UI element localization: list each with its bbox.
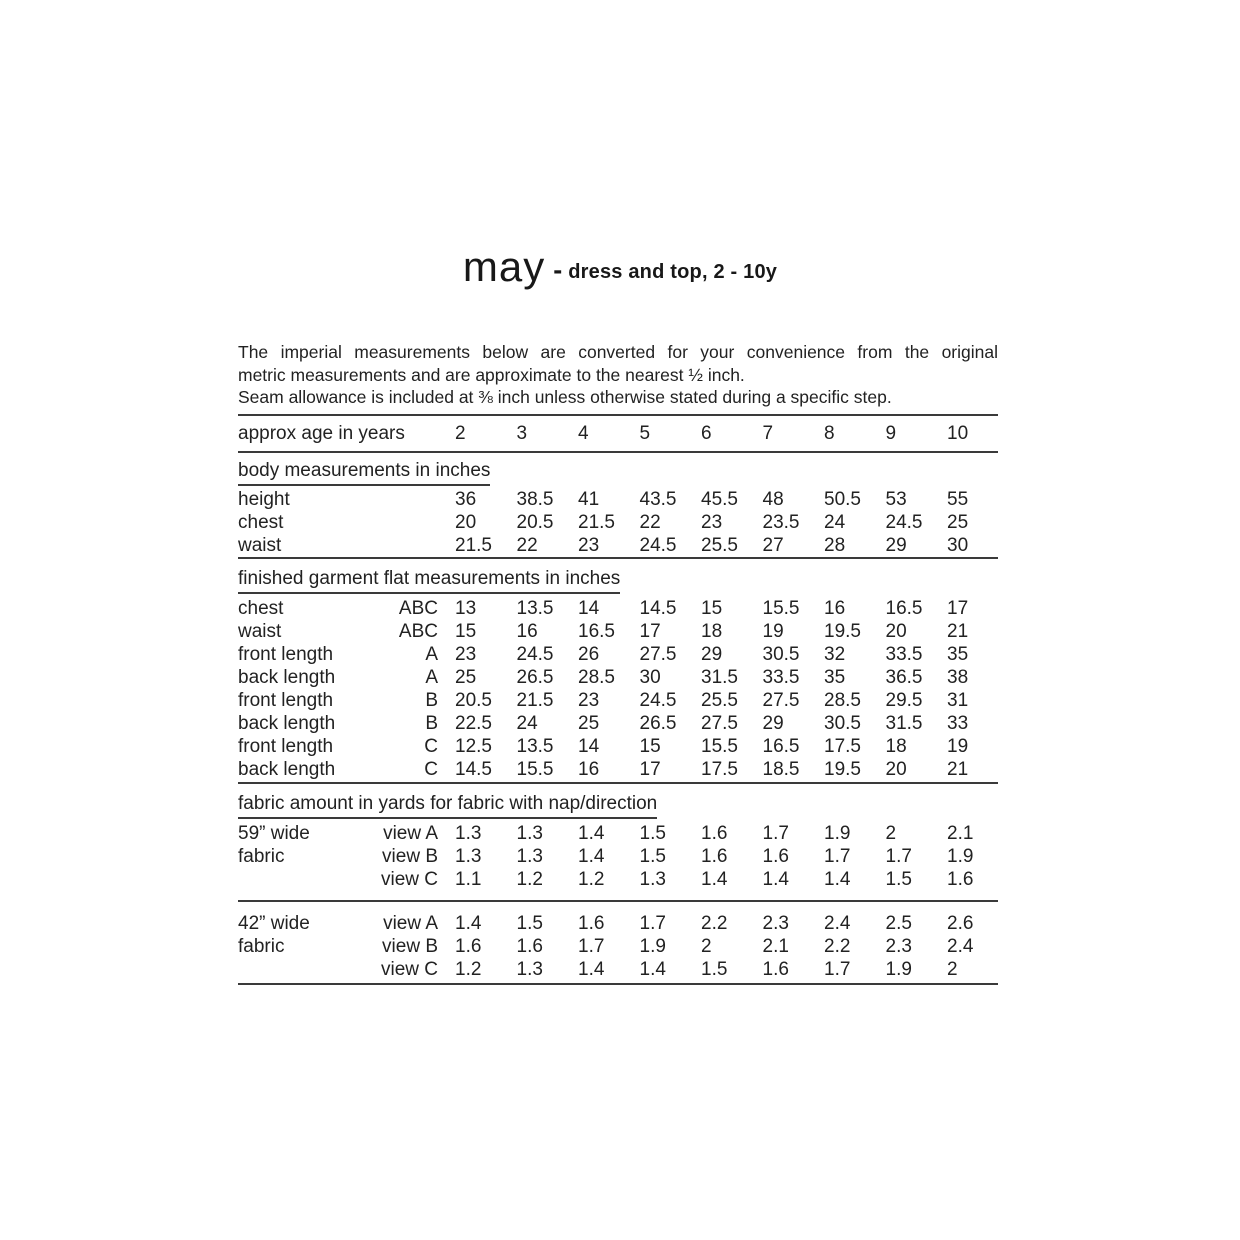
- cell-value: 15.5: [516, 758, 554, 780]
- row-variant: ABC: [398, 620, 438, 642]
- cell-value: 41: [578, 488, 600, 510]
- cell-value: 1.4: [762, 868, 789, 890]
- table-row: [238, 643, 998, 666]
- divider-between-fabric-widths: [238, 900, 998, 902]
- cell-value: 53: [885, 488, 907, 510]
- cell-value: 24.5: [639, 689, 677, 711]
- row-variant: C: [424, 758, 438, 780]
- body-measurements-heading: body measurements in inches: [238, 459, 490, 486]
- row-variant: C: [424, 735, 438, 757]
- row-variant: ABC: [398, 597, 438, 619]
- cell-value: 33.5: [885, 643, 923, 665]
- view-label: view B: [382, 845, 438, 867]
- cell-value: 1.7: [885, 845, 912, 867]
- table-row: [238, 689, 998, 712]
- cell-value: 1.2: [516, 868, 543, 890]
- row-label: back length: [238, 666, 336, 688]
- cell-value: 2: [701, 935, 712, 957]
- cell-value: 1.4: [824, 868, 851, 890]
- row-variant: B: [425, 689, 438, 711]
- age-col-7: 7: [762, 422, 774, 444]
- cell-value: 2.6: [947, 912, 974, 934]
- cell-value: 2.2: [824, 935, 851, 957]
- cell-value: 2.3: [762, 912, 789, 934]
- cell-value: 25.5: [701, 534, 738, 556]
- cell-value: 1.9: [824, 822, 851, 844]
- cell-value: 13: [455, 597, 477, 619]
- view-label: view C: [380, 868, 438, 890]
- table-row: [238, 845, 998, 868]
- row-label: chest: [238, 511, 284, 533]
- cell-value: 19: [762, 620, 784, 642]
- cell-value: 1.6: [762, 845, 789, 867]
- cell-value: 23: [578, 689, 600, 711]
- cell-value: 22.5: [455, 712, 492, 734]
- cell-value: 1.6: [947, 868, 974, 890]
- cell-value: 16.5: [885, 597, 923, 619]
- body-measurements-heading-wrap: [238, 459, 998, 486]
- cell-value: 35: [824, 666, 846, 688]
- cell-value: 1.3: [516, 845, 543, 867]
- cell-value: 16: [578, 758, 600, 780]
- cell-value: 2.1: [762, 935, 789, 957]
- cell-value: 1.9: [639, 935, 666, 957]
- cell-value: 1.5: [516, 912, 543, 934]
- divider-after-garment-measurements: [238, 782, 998, 784]
- cell-value: 25: [455, 666, 477, 688]
- cell-value: 43.5: [639, 488, 677, 510]
- cell-value: 31.5: [701, 666, 738, 688]
- cell-value: 24.5: [516, 643, 554, 665]
- cell-value: 1.3: [516, 822, 543, 844]
- cell-value: 36.5: [885, 666, 923, 688]
- cell-value: 21.5: [578, 511, 615, 533]
- cell-value: 28: [824, 534, 846, 556]
- cell-value: 2: [885, 822, 897, 844]
- cell-value: 25.5: [701, 689, 738, 711]
- cell-value: 20: [885, 620, 907, 642]
- cell-value: 13.5: [516, 735, 554, 757]
- cell-value: 1.9: [947, 845, 974, 867]
- cell-value: 30.5: [824, 712, 861, 734]
- cell-value: 24.5: [885, 511, 923, 533]
- cell-value: 1.7: [578, 935, 605, 957]
- cell-value: 21: [947, 620, 969, 642]
- row-label: chest: [238, 597, 284, 619]
- table-row: [238, 822, 998, 845]
- cell-value: 16: [824, 597, 846, 619]
- cell-value: 17.5: [701, 758, 738, 780]
- cell-value: 23: [701, 511, 723, 533]
- table-row: [238, 488, 998, 511]
- cell-value: 1.7: [824, 845, 851, 867]
- cell-value: 14.5: [639, 597, 677, 619]
- divider-after-body-measurements: [238, 557, 998, 559]
- cell-value: 33.5: [762, 666, 800, 688]
- cell-value: 29: [762, 712, 784, 734]
- row-label: front length: [238, 735, 334, 757]
- cell-value: 1.2: [455, 958, 482, 980]
- cell-value: 1.3: [455, 845, 482, 867]
- view-label: view A: [383, 822, 438, 844]
- cell-value: 15.5: [701, 735, 738, 757]
- row-label: back length: [238, 758, 336, 780]
- cell-value: 16: [516, 620, 538, 642]
- view-label: view B: [382, 935, 438, 957]
- view-label: view C: [380, 958, 438, 980]
- cell-value: 23: [455, 643, 477, 665]
- cell-value: 20.5: [455, 689, 492, 711]
- age-header-label: approx age in years: [238, 422, 405, 444]
- cell-value: 14.5: [455, 758, 492, 780]
- cell-value: 1.4: [578, 845, 605, 867]
- fabric-label: fabric: [238, 935, 285, 957]
- cell-value: 28.5: [578, 666, 615, 688]
- fabric-59-wide-rows: [238, 822, 998, 891]
- cell-value: 30: [947, 534, 969, 556]
- cell-value: 27.5: [701, 712, 738, 734]
- cell-value: 1.3: [639, 868, 666, 890]
- cell-value: 27.5: [639, 643, 677, 665]
- cell-value: 19.5: [824, 758, 861, 780]
- fabric-label: fabric: [238, 845, 285, 867]
- age-col-4: 4: [578, 422, 589, 444]
- row-variant: A: [425, 643, 438, 665]
- cell-value: 36: [455, 488, 477, 510]
- cell-value: 26.5: [516, 666, 554, 688]
- intro-line-1: The imperial measurements below are converted for your convenience from the original: [238, 342, 998, 362]
- cell-value: 31.5: [885, 712, 923, 734]
- age-col-9: 9: [885, 422, 897, 444]
- cell-value: 21.5: [516, 689, 554, 711]
- cell-value: 1.6: [762, 958, 789, 980]
- cell-value: 19.5: [824, 620, 861, 642]
- cell-value: 23: [578, 534, 600, 556]
- fabric-width-label: 59” wide: [238, 822, 310, 844]
- cell-value: 1.6: [701, 845, 728, 867]
- view-label: view A: [383, 912, 438, 934]
- cell-value: 15: [639, 735, 661, 757]
- cell-value: 18: [885, 735, 907, 757]
- cell-value: 26: [578, 643, 600, 665]
- cell-value: 31: [947, 689, 969, 711]
- cell-value: 29: [701, 643, 723, 665]
- cell-value: 2.2: [701, 912, 728, 934]
- cell-value: 1.7: [639, 912, 666, 934]
- cell-value: 16.5: [578, 620, 615, 642]
- age-col-5: 5: [639, 422, 651, 444]
- divider-bottom: [238, 983, 998, 985]
- cell-value: 33: [947, 712, 969, 734]
- cell-value: 17: [639, 620, 661, 642]
- cell-value: 27: [762, 534, 784, 556]
- cell-value: 50.5: [824, 488, 861, 510]
- garment-measurements-heading-wrap: [238, 567, 998, 594]
- cell-value: 30: [639, 666, 661, 688]
- fabric-42-wide-rows: [238, 912, 998, 981]
- cell-value: 20.5: [516, 511, 554, 533]
- cell-value: 20: [455, 511, 477, 533]
- cell-value: 17: [639, 758, 661, 780]
- table-row: [238, 597, 998, 620]
- cell-value: 20: [885, 758, 907, 780]
- cell-value: 25: [947, 511, 969, 533]
- table-row: [238, 511, 998, 534]
- cell-value: 26.5: [639, 712, 677, 734]
- cell-value: 24: [516, 712, 538, 734]
- cell-value: 2.5: [885, 912, 912, 934]
- cell-value: 1.4: [578, 822, 605, 844]
- cell-value: 13.5: [516, 597, 554, 619]
- age-col-8: 8: [824, 422, 835, 444]
- cell-value: 30.5: [762, 643, 800, 665]
- cell-value: 1.4: [639, 958, 666, 980]
- cell-value: 55: [947, 488, 969, 510]
- cell-value: 38: [947, 666, 969, 688]
- pattern-name: may: [462, 243, 546, 290]
- body-measurements-rows: [238, 488, 998, 557]
- cell-value: 27.5: [762, 689, 800, 711]
- cell-value: 29: [885, 534, 907, 556]
- cell-value: 25: [578, 712, 600, 734]
- cell-value: 2.4: [824, 912, 851, 934]
- row-label: waist: [238, 534, 282, 556]
- cell-value: 1.5: [639, 845, 666, 867]
- cell-value: 1.4: [701, 868, 728, 890]
- cell-value: 1.6: [516, 935, 543, 957]
- divider-after-age-header: [238, 451, 998, 453]
- age-col-6: 6: [701, 422, 712, 444]
- cell-value: 14: [578, 597, 600, 619]
- cell-value: 15: [455, 620, 477, 642]
- cell-value: 15.5: [762, 597, 800, 619]
- cell-value: 1.9: [885, 958, 912, 980]
- cell-value: 35: [947, 643, 969, 665]
- cell-value: 22: [639, 511, 661, 533]
- age-col-2: 2: [455, 422, 466, 444]
- garment-measurements-rows: [238, 597, 998, 781]
- cell-value: 45.5: [701, 488, 738, 510]
- cell-value: 16.5: [762, 735, 800, 757]
- cell-value: 1.7: [762, 822, 789, 844]
- row-label: waist: [238, 620, 282, 642]
- cell-value: 21: [947, 758, 969, 780]
- fabric-amount-heading-wrap: [238, 792, 998, 819]
- cell-value: 1.3: [455, 822, 482, 844]
- cell-value: 23.5: [762, 511, 800, 533]
- cell-value: 14: [578, 735, 600, 757]
- cell-value: 1.6: [701, 822, 728, 844]
- row-label: front length: [238, 643, 334, 665]
- cell-value: 18: [701, 620, 723, 642]
- cell-value: 12.5: [455, 735, 492, 757]
- table-row: [238, 534, 998, 557]
- table-row: [238, 912, 998, 935]
- age-header-row: [238, 416, 998, 451]
- cell-value: 19: [947, 735, 969, 757]
- cell-value: 48: [762, 488, 784, 510]
- table-row: [238, 735, 998, 758]
- cell-value: 18.5: [762, 758, 800, 780]
- age-col-3: 3: [516, 422, 528, 444]
- table-row: [238, 666, 998, 689]
- cell-value: 1.3: [516, 958, 543, 980]
- table-row: [238, 958, 998, 981]
- cell-value: 1.2: [578, 868, 605, 890]
- section-body-measurements: [238, 459, 998, 557]
- cell-value: 15: [701, 597, 723, 619]
- cell-value: 29.5: [885, 689, 923, 711]
- cell-value: 38.5: [516, 488, 554, 510]
- cell-value: 2.4: [947, 935, 974, 957]
- section-garment-measurements: [238, 567, 998, 781]
- cell-value: 22: [516, 534, 538, 556]
- row-variant: B: [425, 712, 438, 734]
- cell-value: 1.5: [885, 868, 912, 890]
- cell-value: 21.5: [455, 534, 492, 556]
- cell-value: 28.5: [824, 689, 861, 711]
- title-dash: -: [553, 255, 563, 285]
- cell-value: 1.5: [701, 958, 728, 980]
- cell-value: 2: [947, 958, 958, 980]
- cell-value: 1.4: [578, 958, 605, 980]
- cell-value: 24: [824, 511, 846, 533]
- cell-value: 1.7: [824, 958, 851, 980]
- cell-value: 2.1: [947, 822, 974, 844]
- cell-value: 1.4: [455, 912, 482, 934]
- row-variant: A: [425, 666, 438, 688]
- cell-value: 1.6: [578, 912, 605, 934]
- page-title: [0, 244, 1240, 290]
- cell-value: 1.5: [639, 822, 666, 844]
- table-row: [238, 620, 998, 643]
- cell-value: 17: [947, 597, 969, 619]
- cell-value: 32: [824, 643, 846, 665]
- pattern-subtitle: dress and top, 2 - 10y: [568, 261, 778, 283]
- cell-value: 2.3: [885, 935, 912, 957]
- garment-measurements-heading: finished garment flat measurements in inches: [238, 567, 620, 594]
- age-col-10: 10: [947, 422, 969, 444]
- table-row: [238, 868, 998, 891]
- intro-line-2: metric measurements and are approximate to the nearest ½ inch.: [238, 364, 745, 385]
- chart-content: [238, 341, 998, 985]
- section-fabric-amount: [238, 792, 998, 985]
- cell-value: 24.5: [639, 534, 677, 556]
- intro-line-3: Seam allowance is included at ⅜ inch unless otherwise stated during a specific step.: [238, 387, 892, 407]
- table-row: [238, 758, 998, 781]
- cell-value: 1.1: [455, 868, 482, 890]
- cell-value: 1.6: [455, 935, 482, 957]
- table-row: [238, 712, 998, 735]
- row-label: front length: [238, 689, 334, 711]
- table-row: [238, 935, 998, 958]
- fabric-width-label: 42” wide: [238, 912, 310, 934]
- fabric-amount-heading: fabric amount in yards for fabric with nap/direction: [238, 792, 657, 819]
- row-label: height: [238, 488, 290, 510]
- cell-value: 17.5: [824, 735, 861, 757]
- row-label: back length: [238, 712, 336, 734]
